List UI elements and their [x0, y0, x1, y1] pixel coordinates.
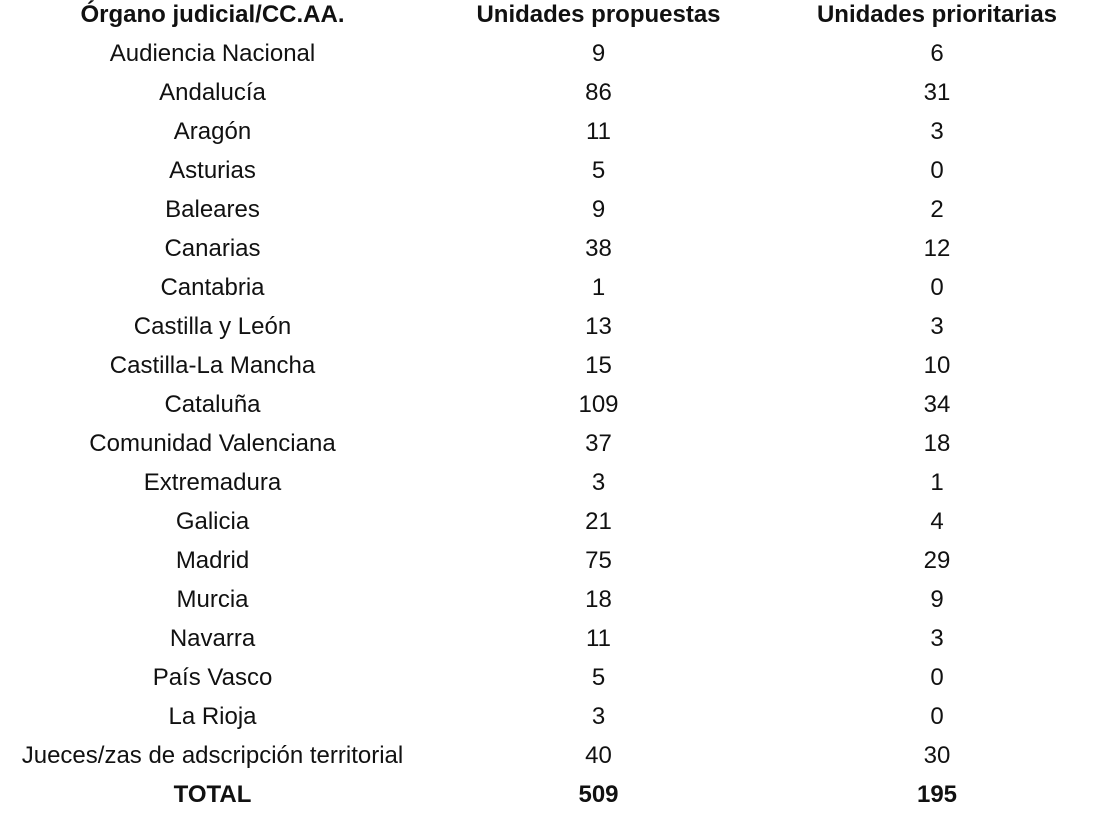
- cell-proposed-units: 13: [585, 313, 612, 340]
- cell-proposed-units: 1: [591, 274, 606, 301]
- table-row: [0, 697, 1102, 736]
- table-row: [0, 268, 1102, 307]
- cell-priority-units: 6: [930, 40, 944, 67]
- cell-proposed-units: 9: [591, 40, 606, 67]
- cell-proposed-units: 75: [585, 547, 612, 574]
- total-priority-units: 195: [916, 781, 958, 808]
- cell-priority-units: 3: [930, 625, 944, 652]
- cell-organ: Baleares: [165, 196, 260, 223]
- header-row: [0, 0, 1102, 34]
- cell-organ: Castilla y León: [133, 313, 292, 340]
- cell-proposed-units: 9: [591, 196, 606, 223]
- total-proposed-units: 509: [578, 781, 619, 808]
- cell-priority-units: 18: [923, 430, 951, 457]
- cell-proposed-units: 3: [591, 469, 606, 496]
- table-row: [0, 151, 1102, 190]
- cell-organ: Audiencia Nacional: [109, 40, 316, 67]
- cell-priority-units: 1: [930, 469, 944, 496]
- cell-proposed-units: 40: [585, 742, 612, 769]
- table-row: [0, 346, 1102, 385]
- cell-proposed-units: 5: [591, 157, 606, 184]
- cell-organ: Extremadura: [143, 469, 282, 496]
- cell-priority-units: 4: [930, 508, 944, 535]
- cell-priority-units: 0: [930, 703, 944, 730]
- table-row: [0, 658, 1102, 697]
- cell-organ: Andalucía: [159, 79, 266, 106]
- cell-organ: Jueces/zas de adscripción territorial: [21, 742, 404, 769]
- cell-proposed-units: 86: [585, 79, 612, 106]
- cell-priority-units: 30: [923, 742, 951, 769]
- cell-proposed-units: 15: [585, 352, 612, 379]
- cell-priority-units: 0: [930, 274, 944, 301]
- cell-organ: Cataluña: [164, 391, 261, 418]
- table-row: [0, 34, 1102, 73]
- cell-proposed-units: 11: [586, 118, 611, 145]
- cell-proposed-units: 38: [585, 235, 612, 262]
- table-row: [0, 385, 1102, 424]
- cell-priority-units: 2: [930, 196, 944, 223]
- table-row: [0, 190, 1102, 229]
- cell-proposed-units: 21: [585, 508, 612, 535]
- table-row: [0, 736, 1102, 775]
- total-row: [0, 775, 1102, 814]
- cell-organ: La Rioja: [168, 703, 257, 730]
- cell-priority-units: 12: [923, 235, 951, 262]
- header-proposed-units: Unidades propuestas: [476, 1, 721, 28]
- cell-organ: Canarias: [164, 235, 261, 262]
- table-row: [0, 463, 1102, 502]
- table-row: [0, 424, 1102, 463]
- cell-proposed-units: 109: [578, 391, 619, 418]
- cell-priority-units: 3: [930, 313, 944, 340]
- total-label: TOTAL: [173, 781, 252, 808]
- cell-organ: Madrid: [175, 547, 250, 574]
- cell-organ: Aragón: [173, 118, 252, 145]
- header-priority-units: Unidades prioritarias: [816, 1, 1058, 28]
- cell-priority-units: 3: [930, 118, 944, 145]
- table-row: [0, 112, 1102, 151]
- cell-organ: Asturias: [169, 157, 256, 184]
- cell-priority-units: 9: [930, 586, 944, 613]
- cell-organ: Castilla-La Mancha: [109, 352, 316, 379]
- table-row: [0, 580, 1102, 619]
- cell-priority-units: 31: [923, 79, 951, 106]
- table-row: [0, 307, 1102, 346]
- cell-proposed-units: 3: [591, 703, 606, 730]
- cell-priority-units: 0: [930, 157, 944, 184]
- table-row: [0, 619, 1102, 658]
- table-row: [0, 73, 1102, 112]
- header-organ: Órgano judicial/CC.AA.: [80, 1, 345, 28]
- cell-proposed-units: 5: [591, 664, 606, 691]
- cell-proposed-units: 18: [585, 586, 612, 613]
- cell-priority-units: 29: [923, 547, 951, 574]
- cell-organ: Navarra: [169, 625, 256, 652]
- cell-organ: Comunidad Valenciana: [89, 430, 336, 457]
- cell-organ: Murcia: [176, 586, 249, 613]
- cell-organ: Galicia: [175, 508, 250, 535]
- cell-priority-units: 10: [923, 352, 951, 379]
- cell-priority-units: 0: [930, 664, 944, 691]
- cell-organ: País Vasco: [152, 664, 273, 691]
- cell-priority-units: 34: [923, 391, 951, 418]
- cell-organ: Cantabria: [160, 274, 265, 301]
- table-row: [0, 541, 1102, 580]
- table-row: [0, 502, 1102, 541]
- cell-proposed-units: 37: [585, 430, 612, 457]
- cell-proposed-units: 11: [586, 625, 611, 652]
- table-row: [0, 229, 1102, 268]
- table-body: [0, 34, 1102, 814]
